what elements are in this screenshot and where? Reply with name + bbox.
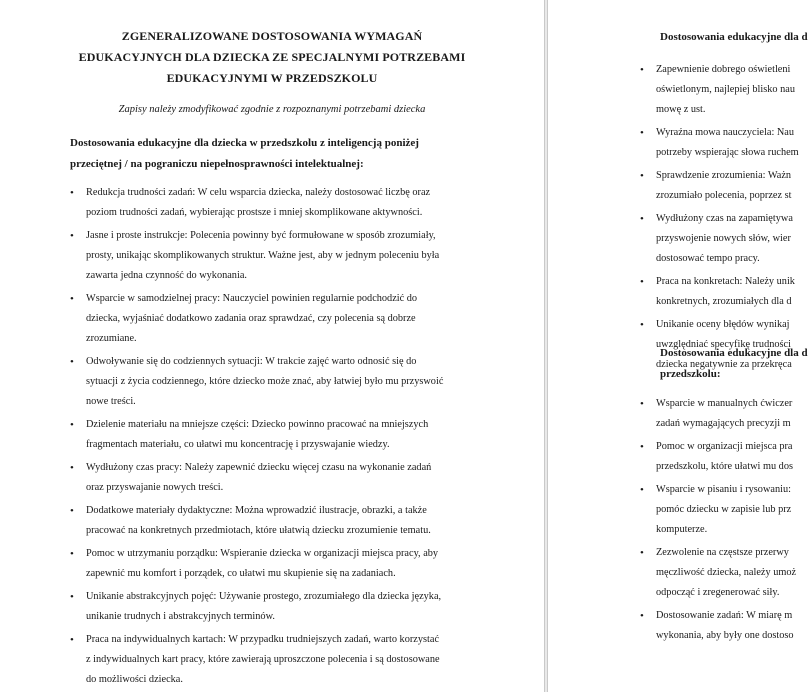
list-item	[70, 352, 490, 412]
bullet-icon: •	[70, 419, 74, 431]
list-item-line: unikanie trudnych i abstrakcyjnych terminów.	[86, 611, 275, 622]
list-item-line: Dzielenie materiału na mniejsze części: Dziecko powinno pracować na mniejszych	[86, 419, 429, 430]
list-item-line: Odwoływanie się do codziennych sytuacji: W trakcie zajęć warto odnosić się do	[86, 356, 417, 367]
list-item-line: Dodatkowe materiały dydaktyczne: Można wprowadzić ilustracje, obrazki, a także	[86, 505, 427, 516]
heading-line: Dostosowania edukacyjne dla d	[660, 347, 808, 359]
heading-line: przedszkolu:	[660, 368, 721, 380]
list-item-line: odpocząć i zregenerować siły.	[656, 587, 780, 598]
list-item-line: nowe treści.	[86, 396, 136, 407]
bullet-icon: •	[70, 230, 74, 242]
list-item	[70, 415, 490, 455]
bullet-icon: •	[640, 276, 644, 288]
bullet-icon: •	[70, 591, 74, 603]
list-item-line: dostosować tempo pracy.	[656, 253, 760, 264]
bullet-icon: •	[640, 398, 644, 410]
list-item-line: Sprawdzenie zrozumienia: Ważn	[656, 170, 792, 181]
bullet-icon: •	[640, 610, 644, 622]
list-item-line: męczliwość dziecka, należy umoż	[656, 567, 797, 578]
document-title	[60, 26, 484, 89]
list-item-line: komputerze.	[656, 524, 708, 535]
bullet-icon: •	[640, 484, 644, 496]
list-item-line: dziecka, wyjaśniać dodatkowo zadania oraz sprawdzać, czy polecenia są dobrze	[86, 313, 416, 324]
section-heading	[660, 343, 808, 385]
list-item-line: przyswojenie nowych słów, wier	[656, 233, 791, 244]
list-item-line: zadań wymagających precyzji m	[656, 418, 791, 429]
section-heading	[660, 27, 808, 48]
list-item-line: dziecka negatywnie za przekręca	[656, 359, 792, 370]
list-item-line: mowę z ust.	[656, 104, 706, 115]
heading-line: przeciętnej / na pograniczu niepełnosprawności intelektualnej:	[70, 158, 364, 170]
list-item-line: Unikanie oceny błędów wynikaj	[656, 319, 790, 330]
list-item-line: Jasne i proste instrukcje: Polecenia powinny być formułowane w sposób zrozumiały,	[86, 230, 436, 241]
list-item-line: fragmentach materiału, co ułatwi mu koncentrację i przyswajanie wiedzy.	[86, 439, 390, 450]
list-item-line: konkretnych, zrozumiałych dla d	[656, 296, 792, 307]
list-item-line: Wsparcie w pisaniu i rysowaniu:	[656, 484, 791, 495]
list-item-line: sytuacji z życia codziennego, które dziecko może znać, aby łatwiej było mu przyswoić	[86, 376, 444, 387]
list-item-line: z indywidualnych kart pracy, które zawierają uproszczone polecenia i są dostosowane	[86, 654, 440, 665]
list-item	[70, 183, 490, 223]
list-item-line: Praca na indywidualnych kartach: W przypadku trudniejszych zadań, warto korzystać	[86, 634, 440, 645]
list-item-line: Wyraźna mowa nauczyciela: Nau	[656, 127, 795, 138]
list-item-line: Redukcja trudności zadań: W celu wsparcia dziecka, należy dostosować liczbę oraz	[86, 187, 431, 198]
title-line: EDUKACYJNYCH DLA DZIECKA ZE SPECJALNYMI POTRZEBAMI	[78, 50, 466, 64]
list-item	[70, 501, 490, 541]
bullet-icon: •	[640, 170, 644, 182]
list-item-line: do możliwości dziecka.	[86, 674, 183, 685]
list-item-line: Dostosowanie zadań: W miarę m	[656, 610, 793, 621]
list-item-line: przedszkolu, które ułatwi mu dos	[656, 461, 793, 472]
list-item-line: Pomoc w utrzymaniu porządku: Wspieranie dziecka w organizacji miejsca pracy, aby	[86, 548, 439, 559]
bullet-list	[640, 60, 810, 378]
list-item-line: Zapewnienie dobrego oświetleni	[656, 64, 791, 75]
list-item	[70, 544, 490, 584]
bullet-icon: •	[640, 547, 644, 559]
list-item-line: Pomoc w organizacji miejsca pra	[656, 441, 793, 452]
list-item-line: pracować na konkretnych przedmiotach, które ułatwią dziecku zrozumienie tematu.	[86, 525, 431, 536]
list-item-line: Zezwolenie na częstsze przerwy	[656, 547, 789, 558]
list-item-line: Wydłużony czas pracy: Należy zapewnić dziecku więcej czasu na wykonanie zadań	[86, 462, 432, 473]
list-item-line: Praca na konkretach: Należy unik	[656, 276, 795, 287]
list-item-line: zawarta jedna czynność do wykonania.	[86, 270, 247, 281]
document-page-right	[548, 0, 810, 692]
list-item	[640, 123, 810, 163]
list-item-line: oraz przyswajanie nowych treści.	[86, 482, 224, 493]
list-item-line: zrozumiane.	[86, 333, 137, 344]
list-item	[70, 289, 490, 349]
title-line: EDUKACYJNYMI W PRZEDSZKOLU	[166, 71, 378, 85]
list-item-line: zapewnić mu komfort i porządek, co ułatwi mu skupienie się na zadaniach.	[86, 568, 396, 579]
list-item-line: pomóc dziecku w zapisie lub prz	[656, 504, 792, 515]
list-item	[70, 630, 490, 690]
bullet-icon: •	[70, 548, 74, 560]
list-item	[640, 606, 810, 646]
bullet-icon: •	[640, 127, 644, 139]
bullet-icon: •	[640, 441, 644, 453]
list-item	[70, 587, 490, 627]
bullet-icon: •	[640, 213, 644, 225]
list-item-line: Wsparcie w samodzielnej pracy: Nauczyciel powinien regularnie podchodzić do	[86, 293, 418, 304]
list-item-line: Wydłużony czas na zapamiętywa	[656, 213, 793, 224]
list-item-line: oświetlonym, najlepiej blisko nau	[656, 84, 795, 95]
list-item-line: zrozumiało polecenia, poprzez st	[656, 190, 792, 201]
bullet-list	[640, 394, 810, 649]
list-item-line: Unikanie abstrakcyjnych pojęć: Używanie prostego, zrozumiałego dla dziecka języka,	[86, 591, 442, 602]
title-line: ZGENERALIZOWANE DOSTOSOWANIA WYMAGAŃ	[121, 29, 423, 43]
list-item	[640, 209, 810, 269]
bullet-icon: •	[70, 634, 74, 646]
section-heading	[70, 133, 419, 175]
bullet-icon: •	[70, 462, 74, 474]
list-item	[70, 458, 490, 498]
list-item-line: wykonania, aby były one dostoso	[656, 630, 794, 641]
bullet-icon: •	[640, 64, 644, 76]
list-item-line: Wsparcie w manualnych ćwiczer	[656, 398, 793, 409]
list-item	[640, 272, 810, 312]
document-subtitle: Zapisy należy zmodyfikować zgodnie z rozpoznanymi potrzebami dziecka	[118, 104, 426, 115]
list-item	[640, 437, 810, 477]
list-item-line: uwzględniać specyfikę trudności	[656, 339, 791, 350]
heading-line: Dostosowania edukacyjne dla dziecka w przedszkolu z inteligencją poniżej	[70, 137, 419, 149]
list-item-line: potrzeby wspierając słowa ruchem	[656, 147, 799, 158]
bullet-icon: •	[70, 505, 74, 517]
bullet-icon: •	[640, 319, 644, 331]
list-item	[640, 480, 810, 540]
bullet-list	[70, 183, 490, 692]
list-item-line: poziom trudności zadań, wybierając prostsze i mniej skomplikowane aktywności.	[86, 207, 423, 218]
bullet-icon: •	[70, 187, 74, 199]
list-item	[640, 166, 810, 206]
list-item-line: prosty, unikając skomplikowanych struktur. Ważne jest, aby w jednym poleceniu była	[86, 250, 440, 261]
list-item	[640, 543, 810, 603]
bullet-icon: •	[70, 293, 74, 305]
list-item	[640, 60, 810, 120]
list-item	[640, 394, 810, 434]
bullet-icon: •	[70, 356, 74, 368]
heading-line: Dostosowania edukacyjne dla d	[660, 31, 808, 43]
list-item	[70, 226, 490, 286]
